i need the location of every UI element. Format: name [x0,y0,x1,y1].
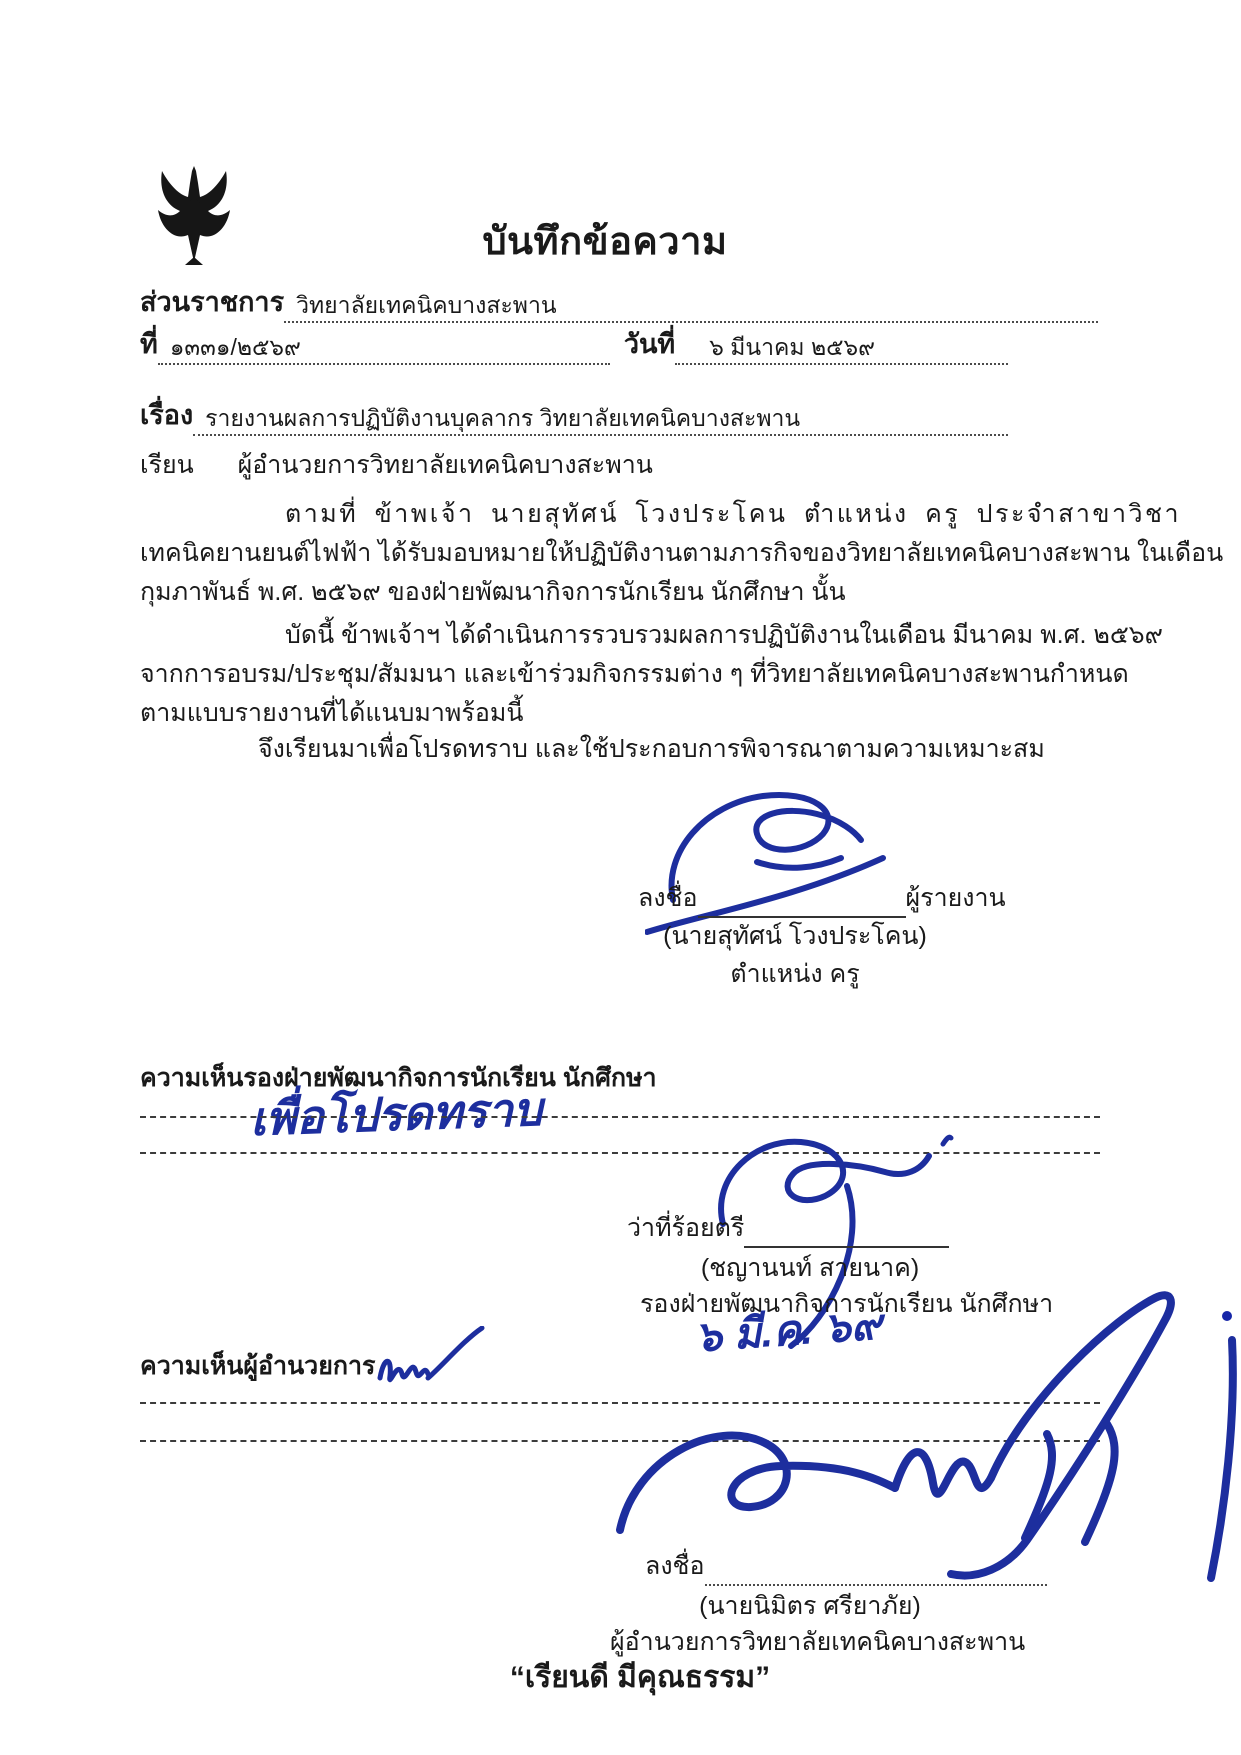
to-value: ผู้อำนวยการวิทยาลัยเทคนิคบางสะพาน [237,451,653,479]
body-paragraph-1-line-1: ตามที่ ข้าพเจ้า นายสุทัศน์ โวงประโคน ตำแหน่ง ครู ประจำสาขาวิชา [285,500,1182,528]
director-opinion-heading: ความเห็นผู้อำนวยการ [140,1352,376,1380]
reporter-position: ตำแหน่ง ครู [730,960,860,988]
memo-title: บันทึกข้อความ [482,221,728,263]
subject-value: รายงานผลการปฏิบัติงานบุคลากร วิทยาลัยเทคนิคบางสะพาน [193,403,1008,436]
deputy-opinion-heading: ความเห็นรองฝ่ายพัฒนากิจการนักเรียน นักศึกษา [140,1064,657,1092]
reporter-role-suffix: ผู้รายงาน [905,884,1006,912]
doc-number-value: ๑๓๓๑/๒๕๖๙ [158,332,610,365]
reporter-signature-line [698,886,906,918]
deputy-comment-line-1 [140,1116,1100,1118]
body-paragraph-2-line-2: จากการอบรม/ประชุม/สัมมนา และเข้าร่วมกิจกรรมต่าง ๆ ที่วิทยาลัยเทคนิคบางสะพานกำหนด [140,660,1129,688]
agency-value: วิทยาลัยเทคนิคบางสะพาน [284,290,1098,323]
deputy-name: (ชญานนท์ สายนาค) [700,1254,920,1282]
date-value: ๖ มีนาคม ๒๕๖๙ [675,332,1008,365]
school-motto: “เรียนดี มีคุณธรรม” [509,1661,771,1694]
reporter-name: (นายสุทัศน์ โวงประโคน) [663,922,927,950]
closing-line: จึงเรียนมาเพื่อโปรดทราบ และใช้ประกอบการพิจารณาตามความเหมาะสม [258,735,1045,763]
director-name: (นายนิมิตร ศรียาภัย) [699,1592,921,1620]
body-paragraph-1-line-2: เทคนิคยานยนต์ไฟฟ้า ได้รับมอบหมายให้ปฏิบัติงานตามภารกิจของวิทยาลัยเทคนิคบางสะพาน ในเดือน [140,539,1224,567]
deputy-position: รองฝ่ายพัฒนากิจการนักเรียน นักศึกษา [640,1290,1054,1318]
doc-number-label: ที่ [140,329,158,359]
director-position: ผู้อำนวยการวิทยาลัยเทคนิคบางสะพาน [610,1628,1026,1656]
handwritten-approval-note: เพื่อโปรดทราบ [249,1082,544,1146]
reporter-sign-label: ลงชื่อ [638,884,698,912]
subject-label: เรื่อง [140,400,194,430]
director-note-scribble [372,1326,487,1398]
body-paragraph-2-line-1: บัดนี้ ข้าพเจ้าฯ ได้ดำเนินการรวบรวมผลการปฏิบัติงานในเดือน มีนาคม พ.ศ. ๒๕๖๙ [285,621,1163,649]
to-label: เรียน [140,451,194,479]
garuda-emblem-icon [152,165,236,265]
body-paragraph-1-line-3: กุมภาพันธ์ พ.ศ. ๒๕๖๙ ของฝ่ายพัฒนากิจการนักเรียน นักศึกษา นั้น [140,578,846,606]
handwritten-date: ๖ มี.ค. ๖๙ [693,1300,883,1361]
director-sign-label: ลงชื่อ [645,1552,705,1580]
director-signature-dotline [705,1553,1047,1586]
deputy-signature-line [744,1216,949,1248]
deputy-rank-label: ว่าที่ร้อยตรี [627,1214,745,1242]
agency-label: ส่วนราชการ [140,287,285,317]
to-line [140,446,653,485]
body-paragraph-2-line-3: ตามแบบรายงานที่ได้แนบมาพร้อมนี้ [140,699,524,727]
date-label: วันที่ [623,329,676,359]
